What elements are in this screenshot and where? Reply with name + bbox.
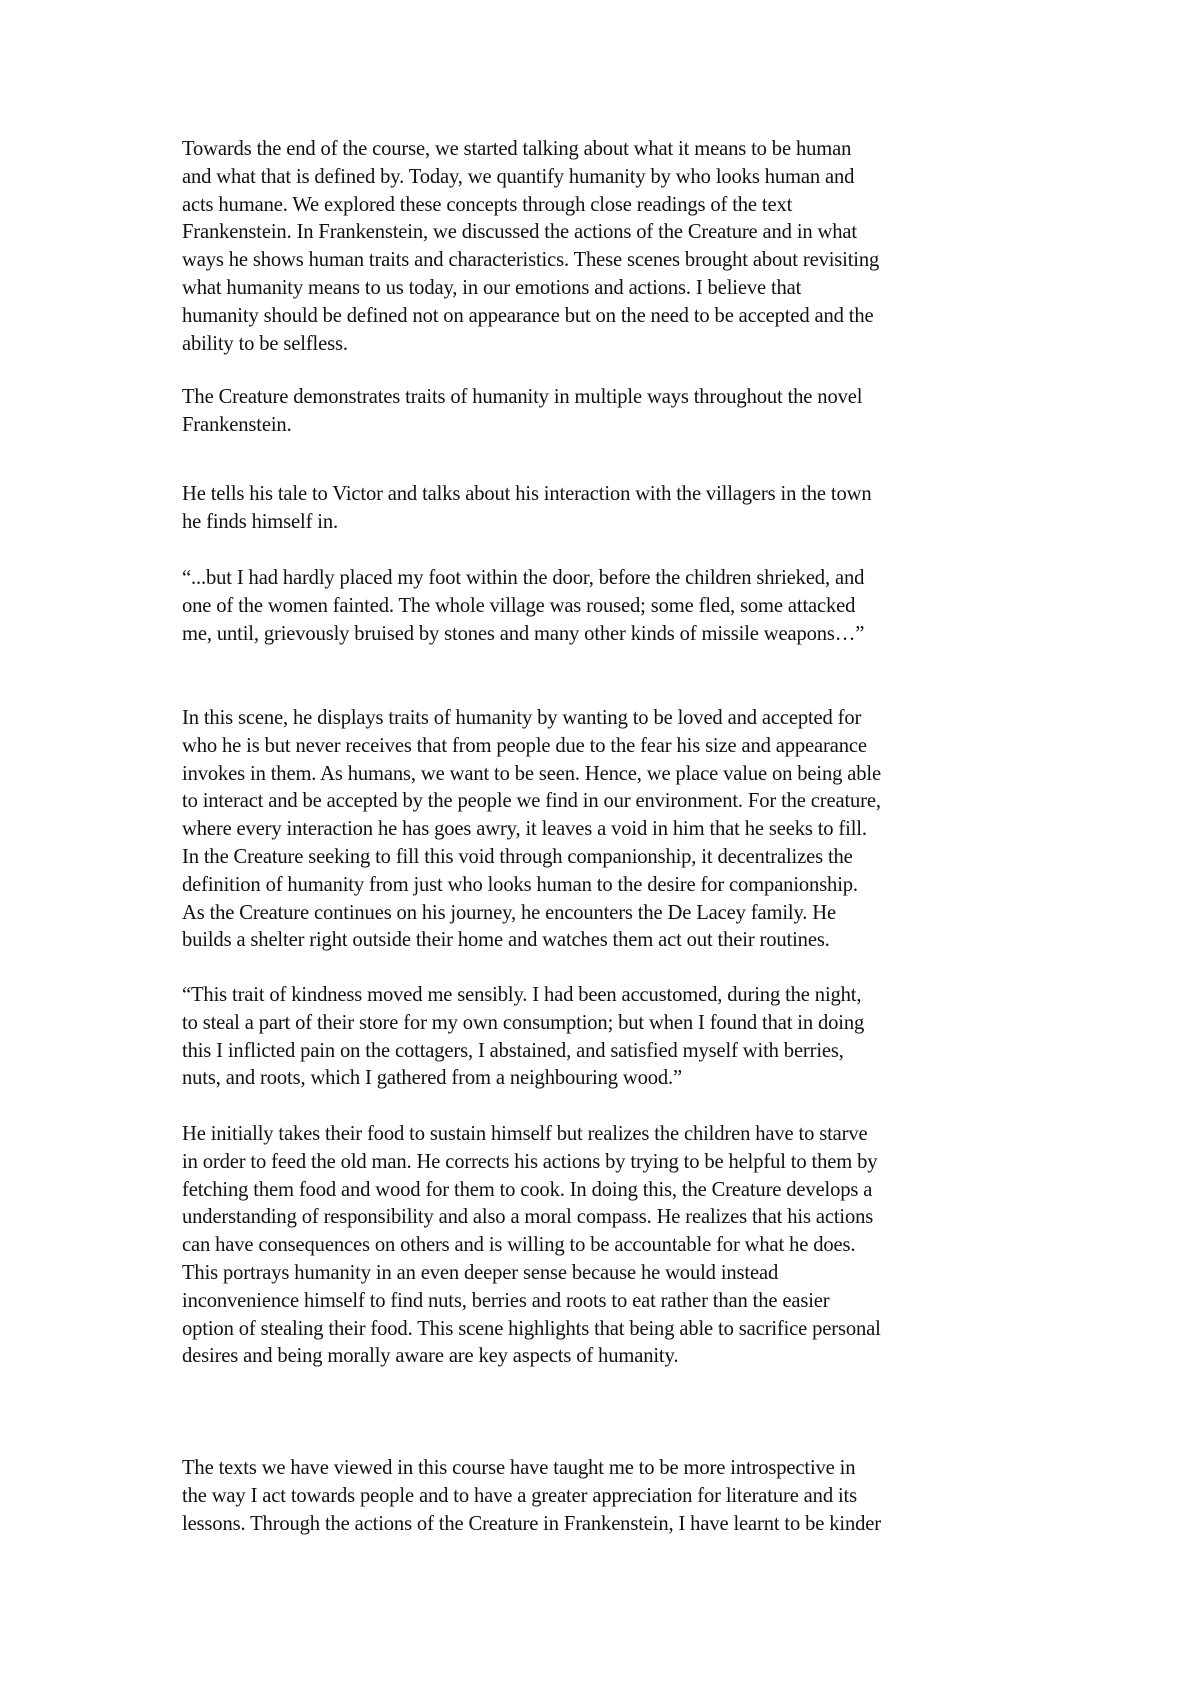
text-line: one of the women fainted. The whole village was roused; some fled, some attacked — [182, 594, 856, 617]
text-line: He initially takes their food to sustain himself but realizes the children have to starve — [182, 1123, 868, 1145]
text-line: what humanity means to us today, in our emotions and actions. I believe that — [182, 276, 802, 299]
text-line: me, until, grievously bruised by stones and many other kinds of missile weapons…” — [182, 622, 865, 645]
text-line: The texts we have viewed in this course have taught me to be more introspective in — [182, 1457, 856, 1479]
text-line: Frankenstein. — [182, 413, 292, 436]
text-line: lessons. Through the actions of the Creature in Frankenstein, I have learnt to be kinder — [182, 1512, 881, 1535]
text-line: to interact and be accepted by the people we find in our environment. For the creature, — [182, 790, 881, 813]
text-line: As the Creature continues on his journey, he encounters the De Lacey family. He — [182, 901, 836, 924]
text-line: He tells his tale to Victor and talks about his interaction with the villagers in the town — [182, 483, 872, 505]
text-line: Frankenstein. In Frankenstein, we discussed the actions of the Creature and in what — [182, 221, 857, 244]
text-line: builds a shelter right outside their home and watches them act out their routines. — [182, 929, 830, 952]
text-line: option of stealing their food. This scene highlights that being able to sacrifice personal — [182, 1317, 881, 1340]
quote-villagers — [182, 565, 1044, 648]
text-line: definition of humanity from just who looks human to the desire for companionship. — [182, 873, 858, 896]
text-line: In the Creature seeking to fill this void through companionship, it decentralizes the — [182, 845, 853, 868]
text-line: who he is but never receives that from people due to the fear his size and appearance — [182, 734, 867, 757]
text-line: “This trait of kindness moved me sensibly. I had been accustomed, during the night, — [182, 984, 862, 1006]
text-line: the way I act towards people and to have a greater appreciation for literature and its — [182, 1484, 857, 1507]
paragraph-creature-traits — [182, 384, 1044, 440]
text-line: to steal a part of their store for my own consumption; but when I found that in doing — [182, 1011, 865, 1034]
paragraph-intro — [182, 136, 1044, 358]
text-line: fetching them food and wood for them to cook. In doing this, the Creature develops a — [182, 1178, 873, 1201]
text-line: in order to feed the old man. He corrects his actions by trying to be helpful to them by — [182, 1150, 878, 1173]
text-line: ways he shows human traits and characteristics. These scenes brought about revisiting — [182, 249, 880, 272]
text-line: where every interaction he has goes awry, it leaves a void in him that he seeks to fill. — [182, 818, 867, 841]
text-line: this I inflicted pain on the cottagers, I abstained, and satisfied myself with berries, — [182, 1039, 844, 1062]
text-line: desires and being morally aware are key aspects of humanity. — [182, 1345, 679, 1368]
text-line: invokes in them. As humans, we want to be seen. Hence, we place value on being able — [182, 762, 881, 785]
text-line: nuts, and roots, which I gathered from a neighbouring wood.” — [182, 1067, 683, 1090]
text-line: The Creature demonstrates traits of humanity in multiple ways throughout the novel — [182, 386, 863, 408]
text-line: and what that is defined by. Today, we quantify humanity by who looks human and — [182, 165, 855, 188]
text-line: “...but I had hardly placed my foot within the door, before the children shrieked, and — [182, 567, 865, 589]
text-line: In this scene, he displays traits of humanity by wanting to be loved and accepted for — [182, 707, 862, 729]
paragraph-scene-analysis — [182, 705, 1044, 955]
text-line: This portrays humanity in an even deeper sense because he would instead — [182, 1261, 779, 1284]
paragraph-conclusion — [182, 1455, 1044, 1538]
paragraph-responsibility — [182, 1121, 1044, 1371]
text-line: inconvenience himself to find nuts, berries and roots to eat rather than the easier — [182, 1289, 830, 1312]
text-line: understanding of responsibility and also a moral compass. He realizes that his actions — [182, 1206, 874, 1229]
paragraph-tale — [182, 481, 1044, 537]
text-line: he finds himself in. — [182, 510, 339, 533]
text-line: humanity should be defined not on appearance but on the need to be accepted and the — [182, 304, 874, 327]
text-line: acts humane. We explored these concepts through close readings of the text — [182, 193, 793, 216]
text-line: can have consequences on others and is willing to be accountable for what he does. — [182, 1234, 856, 1257]
quote-kindness — [182, 982, 1044, 1093]
text-line: Towards the end of the course, we started talking about what it means to be human — [182, 138, 852, 160]
text-line: ability to be selfless. — [182, 332, 348, 355]
